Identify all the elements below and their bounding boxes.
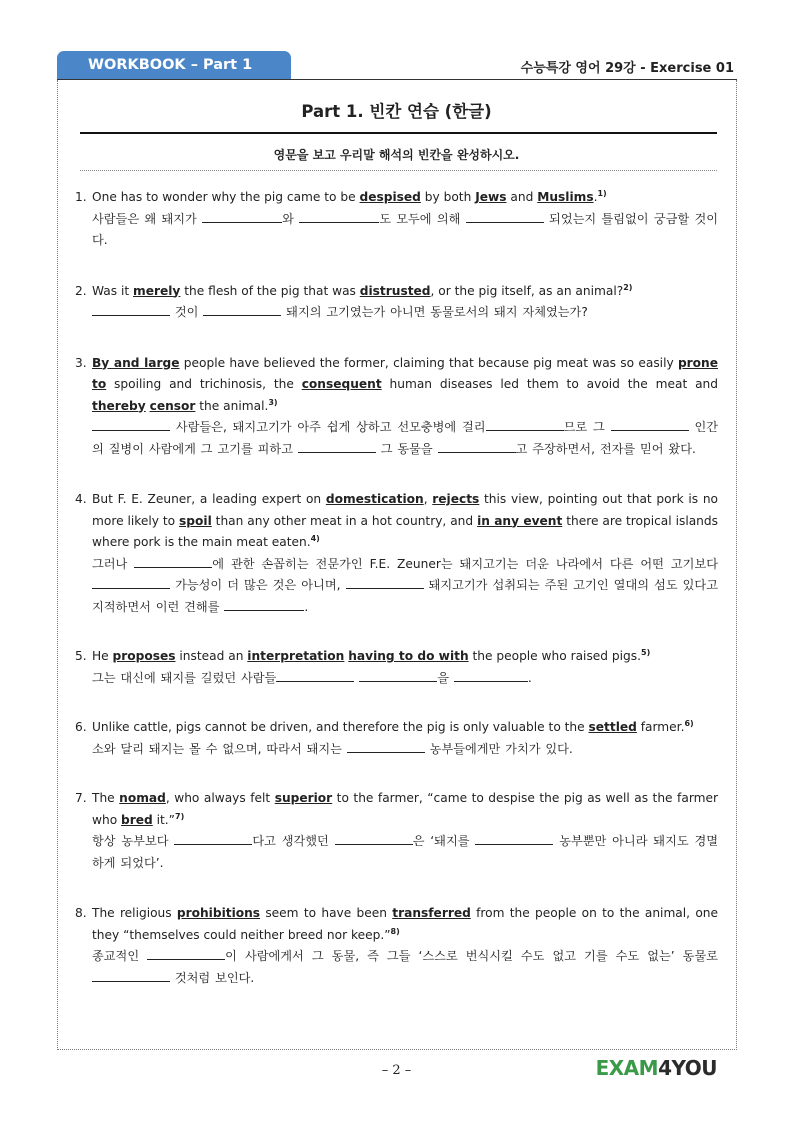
instruction-text: 영문을 보고 우리말 해석의 빈칸을 완성하시오. (273, 148, 520, 162)
question-8 (75, 903, 718, 989)
question-number: 2. (75, 283, 87, 298)
keyword: having to do with (348, 649, 469, 663)
answer-blank[interactable] (224, 599, 304, 611)
keyword: proposes (112, 649, 176, 663)
english-sentence: He proposes instead an interpretation having to do with the people who raised pigs.$^{5)}$ (92, 647, 651, 663)
keyword: bred (121, 812, 153, 827)
english-sentence: The religious prohibitions seem to have been transferred from the people on to the animal, one they “themselves could neither breed nor keep.”$^{8)}$ (92, 906, 718, 942)
question-list (75, 187, 718, 989)
english-sentence: Unlike cattle, pigs cannot be driven, and therefore the pig is only valuable to the settled farmer.$^{6)}$ (92, 718, 694, 734)
question-number: 4. (75, 492, 87, 506)
question-6 (75, 717, 718, 760)
answer-blank[interactable] (203, 304, 281, 316)
keyword: thereby (92, 398, 146, 413)
keyword: consequent (301, 377, 382, 391)
keyword: censor (149, 398, 196, 413)
answer-blank[interactable] (454, 670, 528, 682)
keyword: nomad (119, 791, 166, 805)
keyword: in any event (477, 513, 563, 528)
keyword: Muslims (537, 190, 594, 204)
answer-blank[interactable] (347, 741, 425, 753)
footnote-mark: 2) (623, 282, 633, 292)
korean-translation: 소와 달리 돼지는 몰 수 없으며, 따라서 돼지는 농부들에게만 가치가 있다. (92, 741, 573, 756)
answer-blank[interactable] (466, 211, 544, 223)
keyword: settled (588, 720, 637, 734)
footnote-mark: 3) (268, 397, 278, 407)
korean-translation: 사람들은 왜 돼지가 와 도 모두에 의해 되었는지 틀림없이 궁금할 것이다. (92, 211, 719, 247)
answer-blank[interactable] (92, 970, 170, 982)
answer-blank[interactable] (486, 419, 564, 431)
korean-translation: 그러나 에 관한 손꼽히는 전문가인 F.E. Zeuner는 돼지고기는 더운 나라에서 다른 어떤 고기보다 가능성이 더 많은 것은 아니며, 돼지고기가 섭취되는 주된 고기인 열대의 섬도 있다고 지적하면서 이런 견해를 . (92, 556, 718, 614)
keyword: By and large (92, 355, 180, 370)
exam4you-logo (596, 1056, 717, 1080)
answer-blank[interactable] (298, 441, 376, 453)
keyword: prone to (92, 355, 718, 391)
keyword: merely (133, 283, 181, 298)
question-number: 6. (75, 720, 87, 734)
answer-blank[interactable] (202, 211, 282, 223)
question-7 (75, 788, 718, 874)
answer-blank[interactable] (174, 833, 252, 845)
korean-translation: 항상 농부보다 다고 생각했던 은 ‘돼지를 농부뿐만 아니라 돼지도 경멸하게 되었다’. (92, 834, 719, 870)
answer-blank[interactable] (359, 670, 437, 682)
keyword: transferred (392, 906, 471, 920)
question-number: 1. (75, 190, 87, 204)
question-4 (75, 489, 718, 618)
question-number: 3. (75, 355, 87, 370)
question-2 (75, 281, 718, 324)
question-number: 5. (75, 649, 87, 663)
logo-text-exam: EXAM (595, 1056, 659, 1080)
footnote-mark: 6) (684, 718, 694, 728)
answer-blank[interactable] (335, 833, 413, 845)
answer-blank[interactable] (438, 441, 516, 453)
answer-blank[interactable] (299, 211, 379, 223)
korean-translation: 그는 대신에 돼지를 길렀던 사람들 을 . (92, 670, 532, 685)
workbook-tab: WORKBOOK – Part 1 (57, 51, 291, 80)
page-title: Part 1. 빈칸 연습 (한글) (301, 102, 492, 121)
question-number: 8. (75, 906, 87, 920)
answer-blank[interactable] (147, 948, 225, 960)
keyword: rejects (432, 492, 480, 506)
korean-translation: 종교적인 이 사람에게서 그 동물, 즉 그들 ‘스스로 번식시킬 수도 없고 기를 수도 없는’ 동물로 것처럼 보인다. (92, 949, 718, 985)
page-number: – 2 – (381, 1063, 412, 1078)
keyword: domestication (325, 492, 424, 506)
question-5 (75, 646, 718, 689)
answer-blank[interactable] (134, 556, 212, 568)
keyword: distrusted (359, 283, 431, 298)
footnote-mark: 4) (310, 533, 320, 543)
footnote-mark: 8) (390, 926, 400, 936)
keyword: interpretation (247, 649, 345, 663)
lesson-label: 수능특강 영어 29강 - Exercise 01 (520, 61, 734, 76)
question-3 (75, 353, 718, 461)
keyword: despised (359, 190, 421, 204)
keyword: Jews (475, 190, 507, 204)
logo-text-4you: 4YOU (658, 1056, 717, 1080)
footnote-mark: 1) (597, 188, 607, 198)
title-divider (80, 132, 717, 134)
english-sentence: Was it merely the flesh of the pig that was distrusted, or the pig itself, as an animal?$^{2)}$ (92, 282, 633, 298)
keyword: superior (274, 791, 333, 805)
answer-blank[interactable] (611, 419, 689, 431)
answer-blank[interactable] (92, 419, 170, 431)
footnote-mark: 5) (641, 647, 651, 657)
instruction-divider (80, 170, 717, 171)
korean-translation: 사람들은, 돼지고기가 아주 쉽게 상하고 선모충병에 걸리 므로 그 인간의 질병이 사람에게 그 고기를 피하고 그 동물을 고 주장하면서, 전자를 믿어 왔다. (92, 420, 718, 456)
english-sentence: But F. E. Zeuner, a leading expert on domestication, rejects this view, pointing out that pork is no more likely to spoil than any other meat in a hot country, and in any event there are tropical islands where pork is the main meat eaten.$^{4)}$ (92, 492, 719, 549)
answer-blank[interactable] (475, 833, 553, 845)
keyword: prohibitions (176, 906, 261, 920)
answer-blank[interactable] (92, 577, 170, 589)
answer-blank[interactable] (276, 670, 354, 682)
footnote-mark: 7) (175, 811, 185, 821)
english-sentence: One has to wonder why the pig came to be despised by both Jews and Muslims.$^{1)}$ (92, 188, 607, 204)
question-number: 7. (75, 791, 87, 805)
english-sentence: The nomad, who always felt superior to the farmer, “came to despise the pig as well as the farmer who bred it.”$^{7)}$ (92, 791, 718, 827)
korean-translation: 것이 돼지의 고기였는가 아니면 동물로서의 돼지 자체였는가? (92, 302, 718, 324)
answer-blank[interactable] (346, 577, 424, 589)
question-1 (75, 187, 718, 252)
keyword: spoil (179, 513, 212, 528)
english-sentence: By and large people have believed the former, claiming that because pig meat was so easily prone to spoiling and trichinosis, the consequent human diseases led them to avoid the meat and thereby censor the animal.$^{3)}$ (92, 355, 718, 413)
answer-blank[interactable] (92, 304, 170, 316)
